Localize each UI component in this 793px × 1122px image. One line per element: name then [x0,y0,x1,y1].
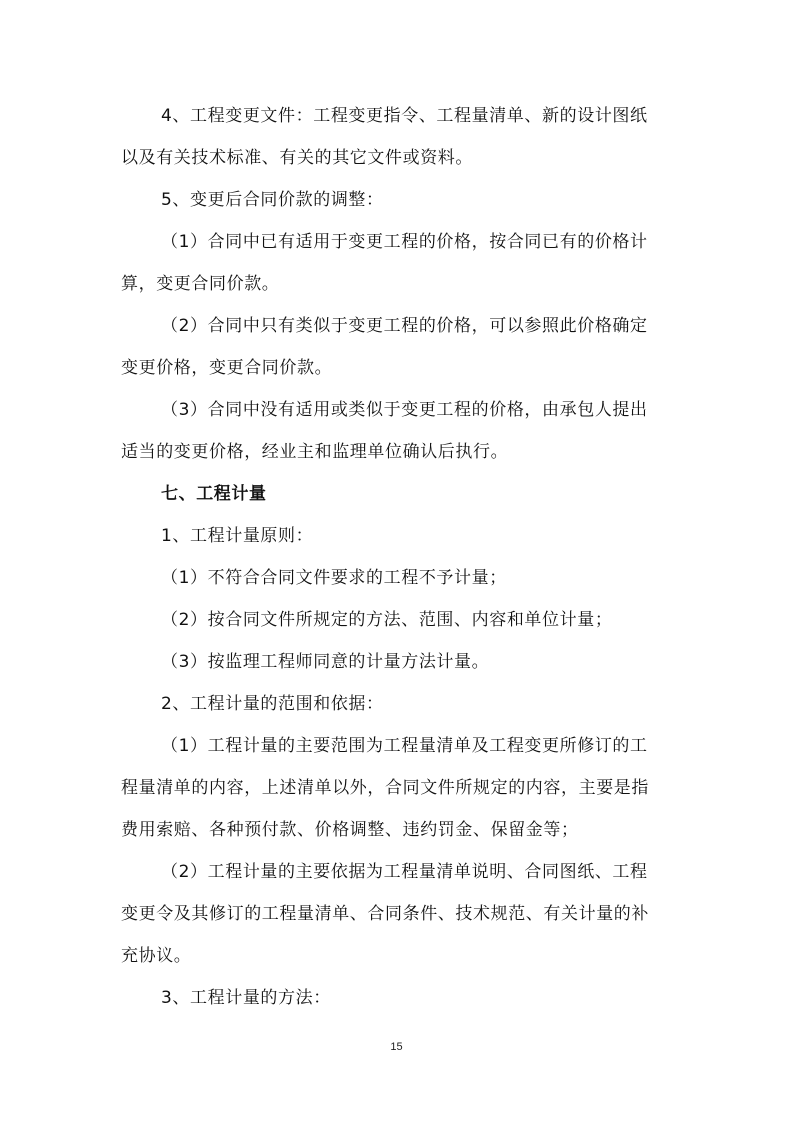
text-line: （1）工程计量的主要范围为工程量清单及工程变更所修订的工 [161,736,648,756]
text-line: （3）按监理工程师同意的计量方法计量。 [161,652,490,672]
text-line: 以及有关技术标准、有关的其它文件或资料。 [121,148,473,168]
text-line: （2）按合同文件所规定的方法、范围、内容和单位计量； [161,610,613,630]
text-line: （2）合同中只有类似于变更工程的价格，可以参照此价格确定 [161,316,648,336]
page-number: 15 [390,1041,403,1053]
text-line: 2、工程计量的范围和依据： [161,694,384,714]
text-line: 变更价格，变更合同价款。 [121,358,333,378]
text-line: （3）合同中没有适用或类似于变更工程的价格，由承包人提出 [161,400,648,420]
text-line: 1、工程计量原则： [161,526,314,546]
text-line: 算，变更合同价款。 [121,274,280,294]
text-line: 5、变更后合同价款的调整： [161,190,384,210]
text-line: 变更令及其修订的工程量清单、合同条件、技术规范、有关计量的补 [121,904,649,924]
section-heading: 七、工程计量 [161,484,267,504]
text-line: 费用索赔、各种预付款、价格调整、违约罚金、保留金等； [121,820,579,840]
text-line: （1）不符合合同文件要求的工程不予计量； [161,568,507,588]
text-line: （1）合同中已有适用于变更工程的价格，按合同已有的价格计 [161,232,648,252]
text-line: 充协议。 [121,946,192,966]
text-line: （2）工程计量的主要依据为工程量清单说明、合同图纸、工程 [161,862,648,882]
text-line: 程量清单的内容，上述清单以外，合同文件所规定的内容，主要是指 [121,778,649,798]
text-line: 3、工程计量的方法： [161,988,331,1008]
text-line: 适当的变更价格，经业主和监理单位确认后执行。 [121,442,509,462]
text-line: 4、工程变更文件：工程变更指令、工程量清单、新的设计图纸 [161,106,648,126]
